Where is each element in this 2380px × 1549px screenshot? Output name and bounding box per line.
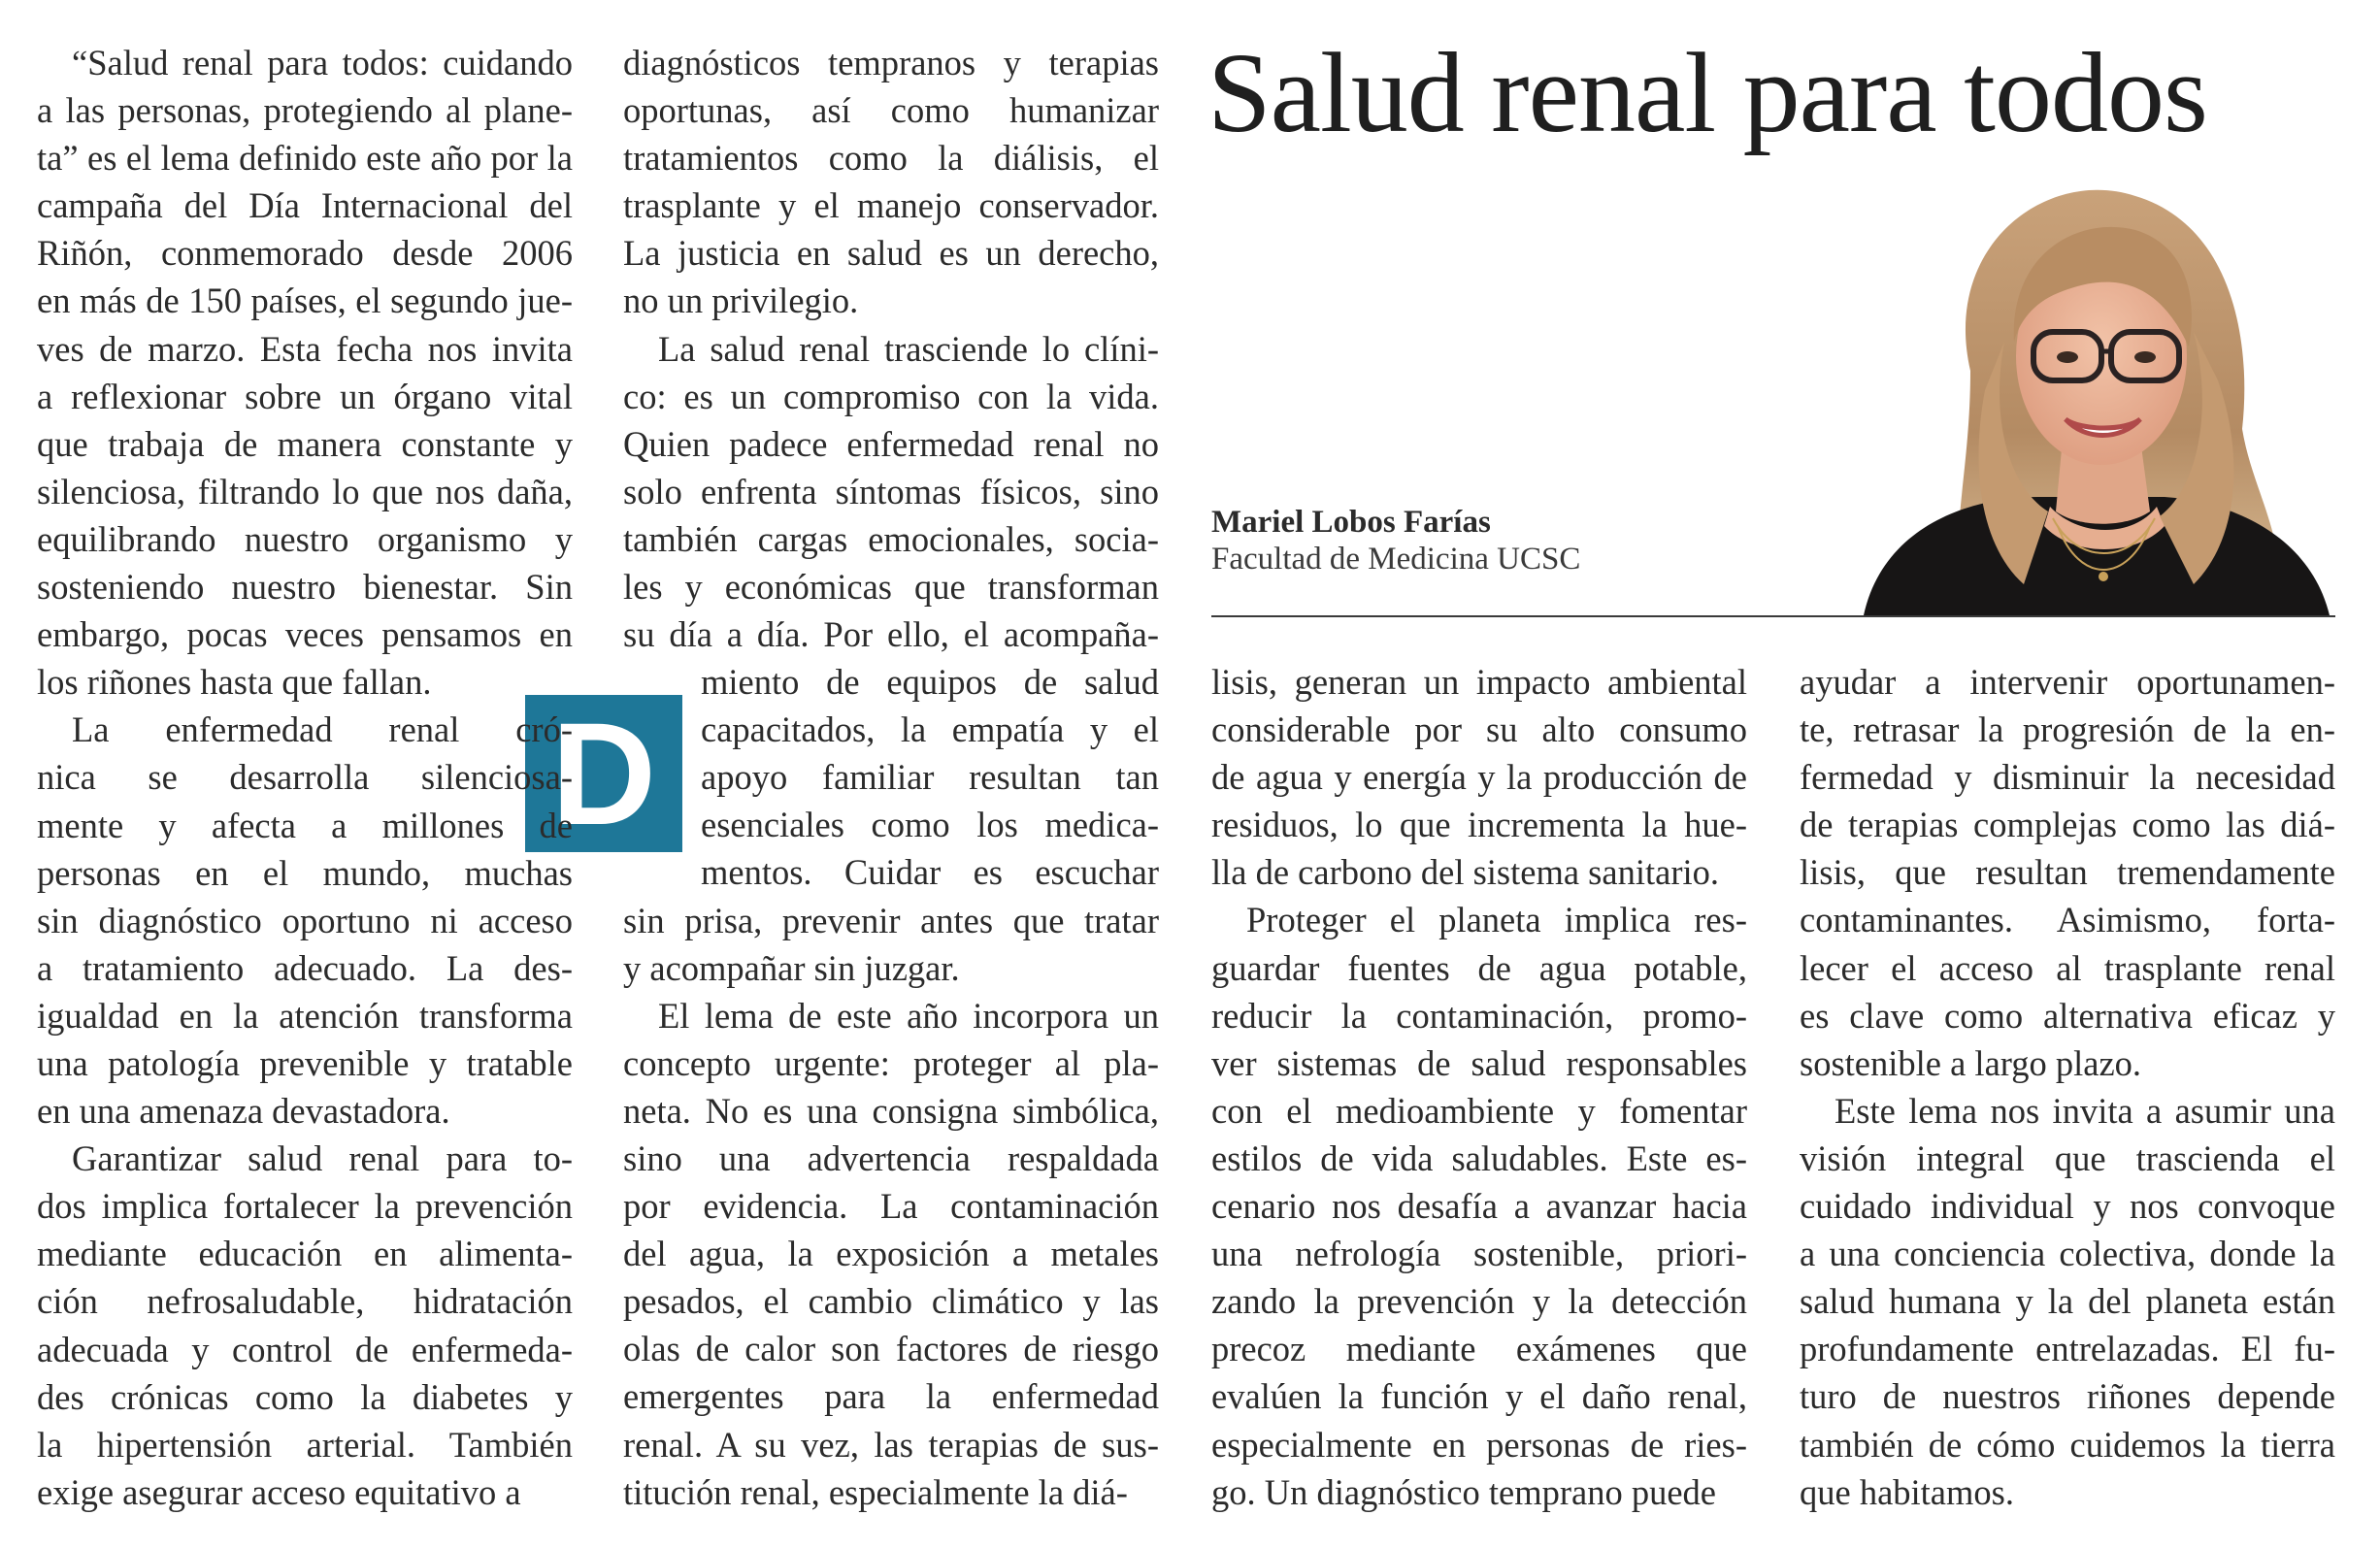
text-line: renal. A su vez, las terapias de sus- [623,1424,1159,1465]
text-line: embargo, pocas veces pensamos en [37,614,573,655]
text-line: fermedad y disminuir la necesidad [1800,757,2335,798]
text-line: con el medioambiente y fomentar [1211,1090,1747,1131]
text-line: turo de nuestros riñones depende [1800,1376,2335,1417]
text-line: que trabaja de manera constante y [37,423,573,464]
text-line: apoyo familiar resultan tan [701,757,1159,798]
text-line: precoz mediante exámenes que [1211,1329,1747,1369]
text-line: solo enfrenta síntomas físicos, sino [623,471,1159,511]
text-line: especialmente en personas de ries- [1211,1424,1747,1465]
text-line: una nefrología sostenible, priori- [1211,1234,1747,1274]
text-line: esenciales como los medica- [701,805,1159,845]
text-line: guardar fuentes de agua potable, [1211,947,1747,988]
text-line: ta” es el lema definido este año por la [37,138,573,179]
text-line: ves de marzo. Esta fecha nos invita [37,328,573,369]
text-line: Proteger el planeta implica res- [1246,900,1747,940]
text-line: concepto urgente: proteger al pla- [623,1042,1159,1083]
text-line: go. Un diagnóstico temprano puede [1211,1471,1717,1512]
text-line: salud humana y la del planeta están [1800,1281,2335,1322]
text-line: es clave como alternativa eficaz y [1800,995,2335,1036]
text-line: a una conciencia colectiva, donde la [1800,1234,2335,1274]
text-line: cenario nos desafía a avanzar hacia [1211,1186,1747,1227]
text-line: por evidencia. La contaminación [623,1186,1159,1227]
text-line: contaminantes. Asimismo, forta- [1800,900,2335,940]
text-line: lecer el acceso al trasplante renal [1800,947,2335,988]
text-line: lla de carbono del sistema sanitario. [1211,852,1719,893]
text-line: La salud renal trasciende lo clíni- [658,328,1159,369]
text-line: reducir la contaminación, promo- [1211,995,1747,1036]
text-line: sostenible a largo plazo. [1800,1042,2142,1083]
text-line: “Salud renal para todos: cuidando [72,43,573,82]
text-line: en una amenaza devastadora. [37,1091,450,1132]
text-line: silenciosa, filtrando lo que nos daña, [37,471,573,511]
text-line: equilibrando nuestro organismo y [37,518,573,559]
text-line: olas de calor son factores de riesgo [623,1329,1159,1369]
text-line: nica se desarrolla silenciosa- [37,757,573,798]
text-line: los riñones hasta que fallan. [37,662,432,703]
text-line: pesados, el cambio climático y las [623,1281,1159,1322]
text-line: tratamientos como la diálisis, el [623,138,1159,179]
text-line: del agua, la exposición a metales [623,1234,1159,1274]
text-line: diagnósticos tempranos y terapias [623,43,1159,82]
text-line: capacitados, la empatía y el [701,709,1159,750]
text-line: sosteniendo nuestro bienestar. Sin [37,567,573,608]
text-line: les y económicas que transforman [623,567,1159,608]
text-line: que habitamos. [1800,1471,2014,1512]
text-line: cuidado individual y nos convoque [1800,1186,2335,1227]
text-line: personas en el mundo, muchas [37,852,573,893]
text-line: exige asegurar acceso equitativo a [37,1471,521,1512]
text-line: co: es un compromiso con la vida. [623,376,1159,416]
text-line: Este lema nos invita a asumir una [1835,1090,2335,1131]
text-line: también cargas emocionales, socia- [623,518,1159,559]
text-line: mente y afecta a millones de [37,805,573,845]
article-headline: Salud renal para todos [1207,29,2207,156]
text-line: titución renal, especialmente la diá- [623,1471,1128,1512]
article-column-1 [37,39,573,1516]
text-line: ción nefrosaludable, hidratación [37,1281,573,1322]
text-line: sin diagnóstico oportuno ni acceso [37,900,573,940]
article-column-4 [1800,658,2335,1516]
text-line: neta. No es una consigna simbólica, [623,1090,1159,1131]
text-line: miento de equipos de salud [701,662,1159,702]
text-line: te, retrasar la progresión de la en- [1800,709,2335,750]
text-line: mediante educación en alimenta- [37,1234,573,1274]
text-line: oportunas, así como humanizar [623,90,1159,131]
text-line: ayudar a intervenir oportunamen- [1800,662,2335,702]
text-line: Garantizar salud renal para to- [72,1138,573,1179]
text-line: La enfermedad renal cró- [72,709,573,750]
article-column-2 [623,39,1159,658]
author-affiliation: Facultad de Medicina UCSC [1211,542,1581,577]
text-line: El lema de este año incorpora un [658,995,1159,1036]
text-line: también de cómo cuidemos la tierra [1800,1424,2335,1465]
text-line: Riñón, conmemorado desde 2006 [37,233,573,274]
text-line: mentos. Cuidar es escuchar [701,852,1159,893]
text-line: su día a día. Por ello, el acompaña- [623,614,1159,655]
text-line: a tratamiento adecuado. La des- [37,947,573,988]
author-portrait [1825,177,2330,615]
text-line: a las personas, protegiendo al plane- [37,90,573,131]
text-line: una patología prevenible y tratable [37,1042,573,1083]
text-line: adecuada y control de enfermeda- [37,1329,573,1369]
text-line: de terapias complejas como las diá- [1800,805,2335,845]
text-line: igualdad en la atención transforma [37,995,573,1036]
text-line: de agua y energía y la producción de [1211,757,1747,798]
text-line: evalúen la función y el daño renal, [1211,1376,1747,1417]
drop-cap: D [525,695,682,852]
text-line: sin prisa, prevenir antes que tratar [623,900,1159,940]
text-line: profundamente entrelazadas. El fu- [1800,1329,2335,1369]
text-line: la hipertensión arterial. También [37,1424,573,1465]
text-line: a reflexionar sobre un órgano vital [37,376,573,416]
text-line: sino una advertencia respaldada [623,1137,1159,1178]
text-line: estilos de vida saludables. Este es- [1211,1137,1747,1178]
text-line: considerable por su alto consumo [1211,709,1747,750]
text-line: trasplante y el manejo conservador. [623,185,1159,226]
text-line: y acompañar sin juzgar. [623,947,960,988]
text-line: ver sistemas de salud responsables [1211,1042,1747,1083]
text-line: La justicia en salud es un derecho, [623,233,1159,274]
article-column-2-wrap [701,658,1159,896]
text-line: campaña del Día Internacional del [37,185,573,226]
text-line: emergentes para la enfermedad [623,1376,1159,1417]
header-divider [1211,615,2335,617]
text-line: lisis, generan un impacto ambiental [1211,662,1747,702]
author-name: Mariel Lobos Farías [1211,505,1491,540]
text-line: des crónicas como la diabetes y [37,1376,573,1417]
article-column-3 [1211,658,1747,1516]
text-line: en más de 150 países, el segundo jue- [37,280,573,321]
text-line: dos implica fortalecer la prevención [37,1186,573,1227]
article-column-2-bottom [623,897,1159,1516]
text-line: zando la prevención y la detección [1211,1281,1747,1322]
text-line: no un privilegio. [623,280,859,321]
text-line: visión integral que trascienda el [1800,1137,2335,1178]
text-line: lisis, que resultan tremendamente [1800,852,2335,893]
text-line: Quien padece enfermedad renal no [623,423,1159,464]
text-line: residuos, lo que incrementa la hue- [1211,805,1747,845]
